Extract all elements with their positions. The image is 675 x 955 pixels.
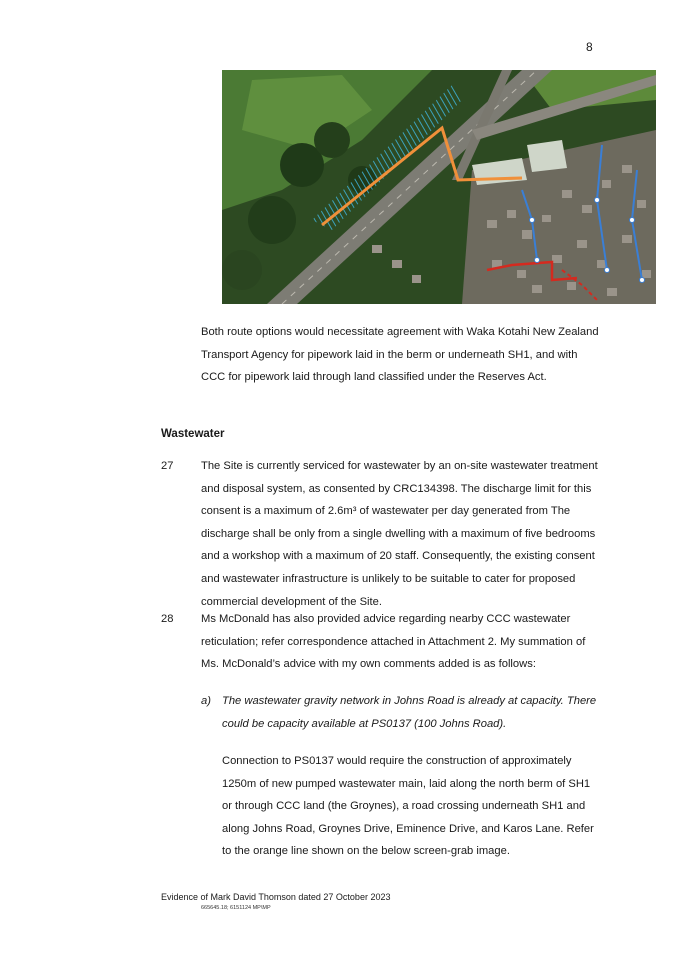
footer-evidence-line: Evidence of Mark David Thomson dated 27 October 2023	[161, 892, 391, 902]
aerial-map-image	[222, 70, 656, 304]
aerial-map-graphic	[222, 70, 656, 304]
tree-cluster	[314, 122, 350, 158]
tree-cluster	[248, 196, 296, 244]
paragraph-number: 28	[161, 613, 174, 625]
sub-item-comment: Connection to PS0137 would require the construction of approximately 1250m of new pumped wastewater main, laid along the north berm of SH1 or through CCC land (the Groynes), a road crossing underneath SH1 and along Johns Road, Groynes Drive, Eminence Drive, and Karos Lane. Refer to the orange line shown on the below screen-grab image.	[222, 755, 594, 858]
intro-paragraph: Both route options would necessitate agreement with Waka Kotahi New Zealand Transport Agency for pipework laid in the berm or underneath SH1, and with CCC for pipework laid through land classified under the Reserves Act.	[201, 326, 599, 384]
paragraph-number: 27	[161, 460, 174, 472]
section-heading: Wastewater	[161, 428, 225, 440]
pond	[527, 140, 567, 172]
tree-cluster	[222, 250, 262, 290]
sub-item-quote: The wastewater gravity network in Johns Road is already at capacity. There could be capacity available at PS0137 (100 Johns Road).	[222, 695, 597, 730]
footer-reference: 665645.18; 6151124 MP\MP	[201, 905, 271, 911]
page-number: 8	[586, 40, 593, 54]
paragraph-text: The Site is currently serviced for wastewater by an on-site wastewater treatment and disposal system, as consented by CRC134398. The discharge limit for this consent is a maximum of 2.6m³ of wastewater per day generated from The discharge shall be only from a single dwelling with a maximum of five bedrooms and a workshop with a maximum of 20 staff. Consequently, the existing consent and wastewater infrastructure is unlikely to be suitable to cater for proposed commercial development of the Site.	[201, 460, 598, 608]
sub-item-label: a)	[201, 695, 211, 707]
paragraph-text: Ms McDonald has also provided advice regarding nearby CCC wastewater reticulation; refer correspondence attached in Attachment 2. My summation of Ms. McDonald’s advice with my own comments added is as follows:	[201, 613, 586, 671]
